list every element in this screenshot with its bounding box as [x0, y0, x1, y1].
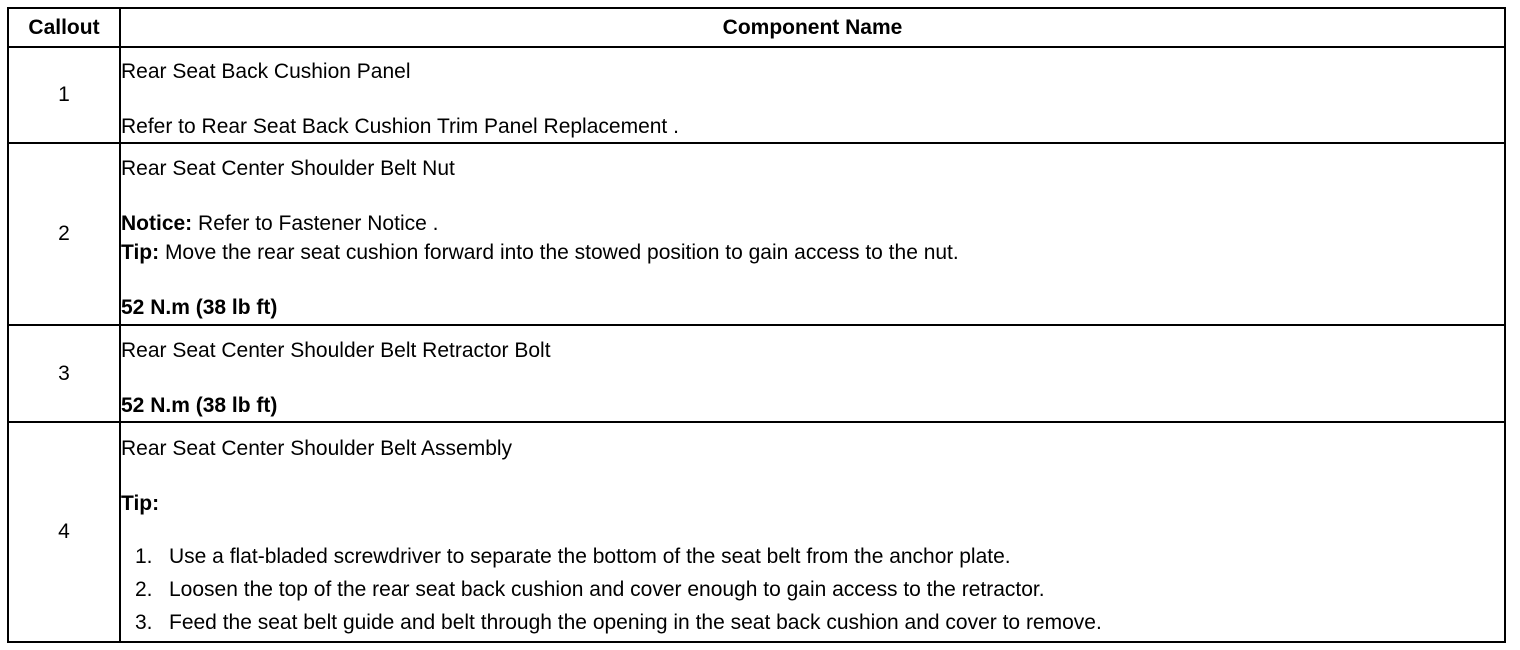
- component-name: Rear Seat Center Shoulder Belt Retractor Bolt: [121, 338, 551, 362]
- table-row: [8, 422, 1505, 642]
- component-name: Rear Seat Back Cushion Panel: [121, 60, 411, 83]
- list-item: [121, 540, 1504, 573]
- torque-spec: 52 N.m (38 lb ft): [121, 296, 278, 319]
- step-number: 2.: [135, 577, 153, 601]
- step-text: Use a flat-bladed screwdriver to separate the bottom of the seat belt from the anchor plate.: [169, 544, 1011, 568]
- table-row: [8, 143, 1505, 325]
- component-cell: [120, 325, 1505, 422]
- tip-text: Move the rear seat cushion forward into the stowed position to gain access to the nut.: [159, 241, 959, 264]
- torque-spec: 52 N.m (38 lb ft): [121, 393, 278, 417]
- component-cell: [120, 47, 1505, 143]
- header-component-name: Component Name: [120, 8, 1505, 47]
- callout-number: 1: [8, 47, 120, 143]
- header-callout: Callout: [8, 8, 120, 47]
- refer-text: Refer to Rear Seat Back Cushion Trim Panel Replacement .: [121, 115, 679, 138]
- component-cell: [120, 422, 1505, 642]
- tip-line: [121, 238, 1504, 267]
- table-row: [8, 47, 1505, 143]
- tip-steps-list: [121, 540, 1504, 639]
- callout-number: 4: [8, 422, 120, 642]
- step-number: 1.: [135, 544, 153, 568]
- component-cell: [120, 143, 1505, 325]
- list-item: [121, 573, 1504, 606]
- table-header-row: [8, 8, 1505, 47]
- notice-line: [121, 209, 1504, 238]
- component-name: Rear Seat Center Shoulder Belt Assembly: [121, 436, 513, 460]
- step-number: 3.: [135, 610, 153, 634]
- tip-label: Tip:: [121, 491, 160, 515]
- component-name: Rear Seat Center Shoulder Belt Nut: [121, 157, 455, 180]
- notice-label: Notice:: [121, 212, 193, 235]
- step-text: Loosen the top of the rear seat back cushion and cover enough to gain access to the retractor.: [169, 577, 1045, 601]
- callout-number: 2: [8, 143, 120, 325]
- table-row: [8, 325, 1505, 422]
- list-item: [121, 606, 1504, 639]
- tip-label: Tip:: [121, 241, 160, 264]
- component-table: [7, 7, 1506, 643]
- callout-number: 3: [8, 325, 120, 422]
- notice-text: Refer to Fastener Notice .: [192, 212, 439, 235]
- step-text: Feed the seat belt guide and belt through the opening in the seat back cushion and cover to remove.: [169, 610, 1102, 634]
- tip-line: [121, 489, 1504, 518]
